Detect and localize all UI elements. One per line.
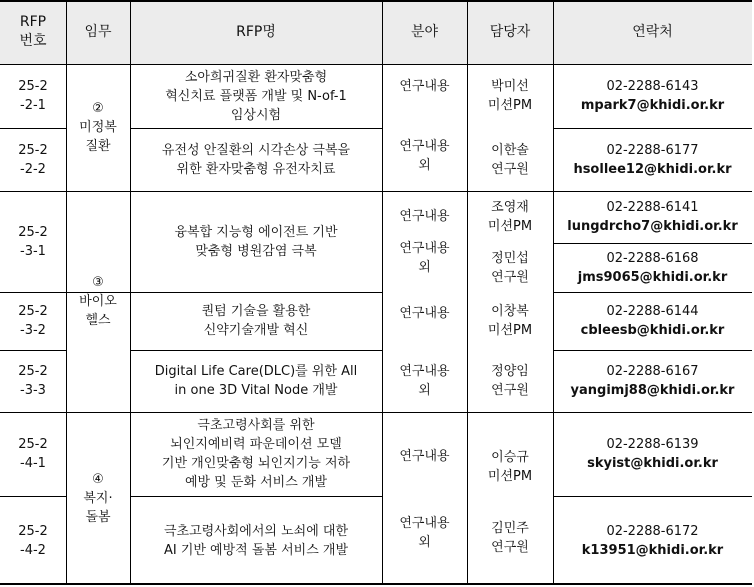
- field-5: 연구내용: [399, 305, 450, 321]
- manager-7: 이승규 미션PM: [487, 450, 533, 484]
- manager-6: 정양임 연구원: [491, 364, 529, 398]
- header-field: 분야: [382, 0, 467, 64]
- email-link[interactable]: mpark7@khidi.or.kr: [580, 98, 725, 113]
- phone: 02-2288-6144: [606, 304, 699, 319]
- col-divider: [66, 0, 67, 585]
- row-divider: [0, 350, 66, 351]
- table-border-top: [0, 0, 752, 2]
- col-divider: [467, 0, 468, 585]
- phone: 02-2288-6143: [606, 79, 699, 94]
- mission-4: ④ 복지· 돌봄: [83, 472, 113, 525]
- phone: 02-2288-6141: [606, 200, 699, 215]
- rfp-no-25-2-2-2: 25-2 -2-2: [18, 142, 48, 177]
- manager-8: 김민주 연구원: [491, 520, 529, 555]
- row-divider: [0, 412, 752, 413]
- row-divider: [553, 243, 752, 244]
- contact-4: [553, 243, 752, 292]
- col-divider: [553, 0, 554, 585]
- rfp-name-6: 극초고령사회를 위한 뇌인지예비력 파운데이션 모델 기반 개인맞춤형 뇌인지기능 저하 예방 및 둔화 서비스 개발: [161, 418, 351, 490]
- rfp-no-25-2-4-2: 25-2 -4-2: [18, 523, 48, 558]
- email-link[interactable]: cbleesb@khidi.or.kr: [580, 323, 725, 338]
- rfp-name-3: 융복합 지능형 에이전트 기반 맞춤형 병원감염 극복: [174, 224, 338, 259]
- col-divider: [130, 0, 131, 585]
- mission-3: ③ 바이오 헬스: [79, 275, 117, 328]
- rfp-name-1: 소아희귀질환 환자맞춤형 혁신치료 플랫폼 개발 및 N-of-1 임상시험: [165, 69, 347, 123]
- field-2: 연구내용 외: [399, 139, 450, 173]
- rfp-no-25-2-3-3: 25-2 -3-3: [18, 364, 48, 398]
- header-manager: 담당자: [467, 0, 553, 64]
- contact-1: [553, 64, 752, 128]
- email-link[interactable]: hsollee12@khidi.or.kr: [573, 161, 732, 177]
- rfp-name-5: Digital Life Care(DLC)를 위한 All in one 3D Vital Node 개발: [154, 364, 358, 398]
- row-divider: [130, 496, 382, 497]
- manager-3: 조영재 미션PM: [487, 200, 533, 234]
- phone: 02-2288-6168: [606, 250, 699, 266]
- table-border-bottom: [0, 583, 752, 585]
- row-divider: [0, 191, 752, 192]
- header-divider: [0, 64, 752, 65]
- row-divider: [0, 128, 66, 129]
- header-contact: 연락처: [553, 0, 752, 64]
- rfp-no-25-2-3-1: 25-2 -3-1: [18, 224, 48, 259]
- rfp-no-25-2-3-2: 25-2 -3-2: [18, 304, 48, 338]
- header-rfp-no: RFP 번호: [0, 0, 66, 64]
- contact-2: [553, 128, 752, 191]
- phone: 02-2288-6172: [606, 523, 699, 539]
- manager-2: 이한솔 연구원: [491, 142, 529, 177]
- mission-2: ② 미정복 질환: [79, 101, 117, 154]
- email-link[interactable]: lungdrcho7@khidi.or.kr: [567, 219, 738, 234]
- field-8: 연구내용 외: [399, 516, 450, 550]
- email-link[interactable]: jms9065@khidi.or.kr: [577, 269, 728, 285]
- phone: 02-2288-6177: [606, 142, 699, 158]
- row-divider: [553, 128, 752, 129]
- rfp-name-2: 유전성 안질환의 시각손상 극복을 위한 환자맞춤형 유전자치료: [161, 142, 351, 177]
- email-link[interactable]: skyist@khidi.or.kr: [587, 456, 718, 471]
- field-4: 연구내용 외: [399, 241, 450, 275]
- row-divider: [553, 496, 752, 497]
- header-mission: 임무: [66, 0, 130, 64]
- rfp-name-7: 극초고령사회에서의 노쇠에 대한 AI 기반 예방적 돌봄 서비스 개발: [163, 523, 349, 558]
- col-divider: [382, 0, 383, 585]
- contact-7: [553, 412, 752, 496]
- field-7: 연구내용: [399, 448, 450, 464]
- rfp-name-4: 퀀텀 기술을 활용한 신약기술개발 혁신: [201, 304, 311, 338]
- email-link[interactable]: yangimj88@khidi.or.kr: [570, 383, 735, 398]
- row-divider: [0, 292, 382, 293]
- contact-6: [553, 350, 752, 412]
- manager-4: 정민섭 연구원: [491, 250, 529, 285]
- phone: 02-2288-6167: [606, 364, 699, 379]
- email-link[interactable]: k13951@khidi.or.kr: [581, 542, 724, 558]
- row-divider: [130, 350, 382, 351]
- field-6: 연구내용 외: [399, 364, 450, 398]
- field-3: 연구내용: [399, 208, 450, 224]
- row-divider: [553, 292, 752, 293]
- rfp-no-25-2-2-1: 25-2 -2-1: [18, 79, 48, 113]
- contact-3: [553, 191, 752, 243]
- row-divider: [0, 496, 66, 497]
- row-divider: [130, 128, 382, 129]
- row-divider: [553, 350, 752, 351]
- contact-5: [553, 292, 752, 350]
- header-rfp-name: RFP명: [130, 0, 382, 64]
- rfp-no-25-2-4-1: 25-2 -4-1: [18, 437, 48, 471]
- manager-1: 박미선 미션PM: [487, 79, 533, 113]
- manager-5: 이창복 미션PM: [487, 304, 533, 338]
- field-1: 연구내용: [399, 78, 450, 94]
- contact-8: [553, 496, 752, 585]
- phone: 02-2288-6139: [606, 437, 699, 452]
